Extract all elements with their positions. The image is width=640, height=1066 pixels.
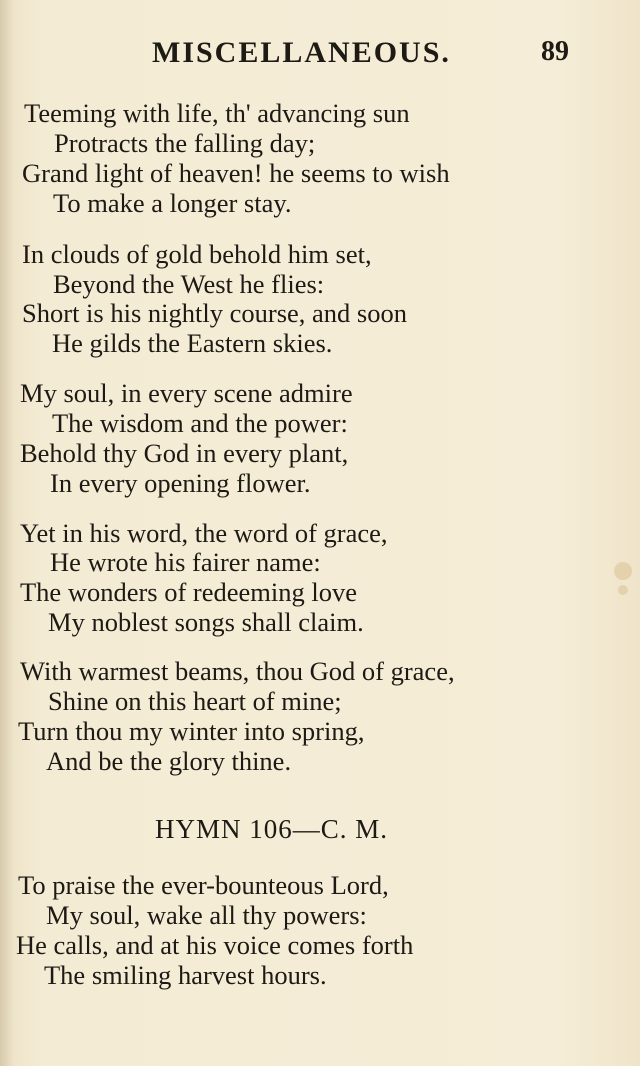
running-head: MISCELLANEOUS. [152,36,451,69]
verse-line: Shine on this heart of mine; [48,686,342,716]
hymn-title: HYMN 106—C. M. [155,814,389,844]
verse-line: The wisdom and the power: [52,408,348,438]
verse-line: Short is his nightly course, and soon [22,298,407,328]
verse-line: Teeming with life, th' advancing sun [24,98,410,128]
verse-line: Grand light of heaven! he seems to wish [22,158,450,188]
verse-line: Turn thou my winter into spring, [18,716,365,746]
verse-line: With warmest beams, thou God of grace, [20,656,455,686]
verse-line: My soul, in every scene admire [20,378,353,408]
verse-line: Behold thy God in every plant, [20,438,349,468]
verse-line: Protracts the falling day; [54,128,316,158]
verse-line: The wonders of redeeming love [20,577,358,607]
verse-line: The smiling harvest hours. [44,960,327,990]
verse-line: My noblest songs shall claim. [48,607,364,637]
verse-line: He gilds the Eastern skies. [52,328,333,358]
verse-line: And be the glory thine. [46,746,292,776]
verse-line: To praise the ever-bounteous Lord, [18,870,389,900]
verse-line: Yet in his word, the word of grace, [20,518,388,548]
verse-line: To make a longer stay. [53,188,292,218]
verse-line: He wrote his fairer name: [50,547,321,577]
page-number: 89 [541,36,569,67]
verse-line: Beyond the West he flies: [53,269,325,299]
verse-line: In clouds of gold behold him set, [22,239,372,269]
verse-line: He calls, and at his voice comes forth [16,930,414,960]
verse-line: My soul, wake all thy powers: [46,900,367,930]
verse-line: In every opening flower. [50,468,311,498]
